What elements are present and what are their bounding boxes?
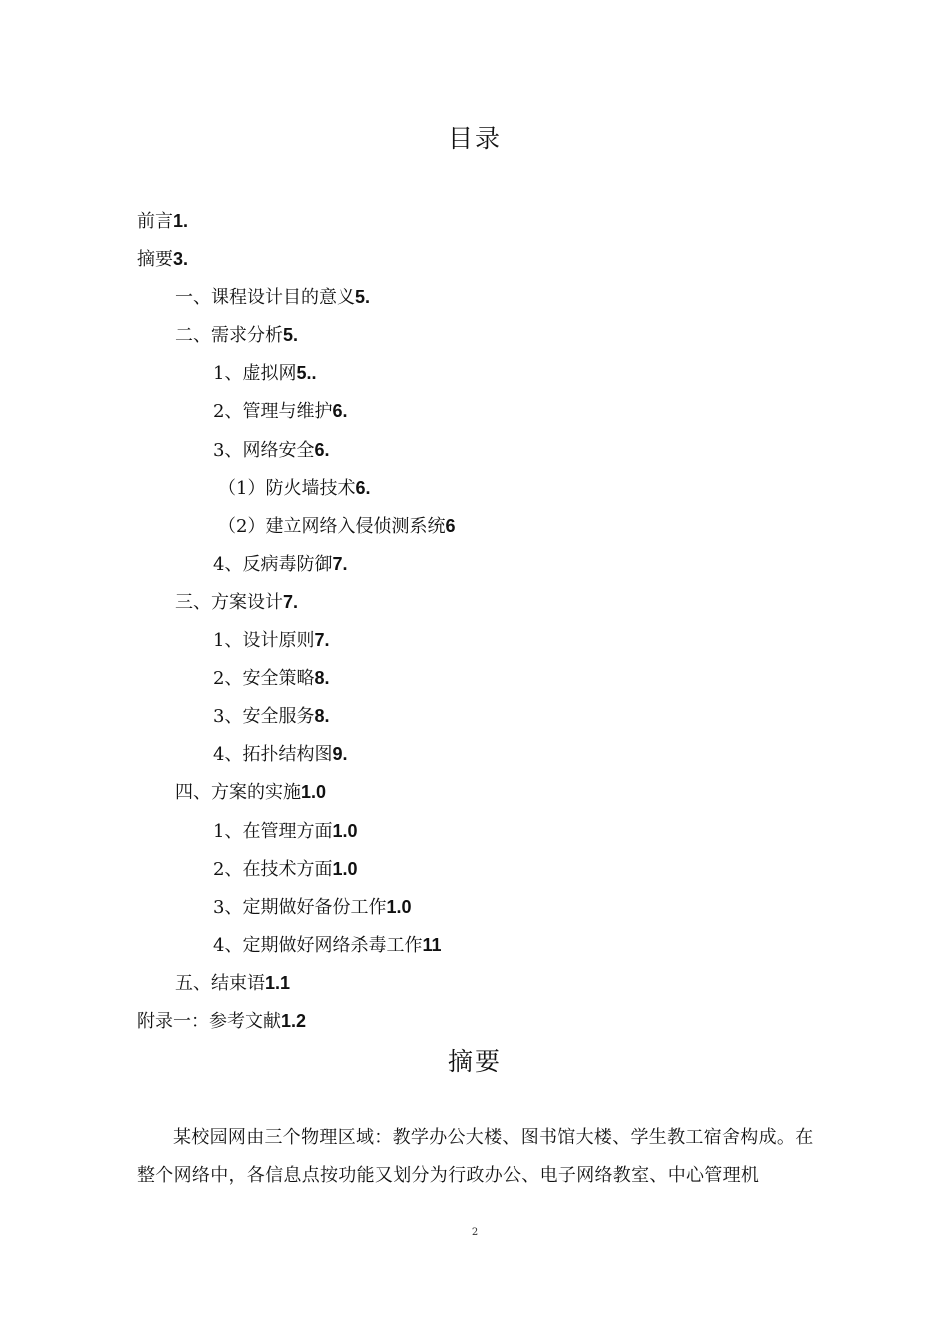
toc-entry-title: 一、课程设计目的意义 <box>175 287 355 309</box>
toc-entry-title: （2）建立网络入侵侦测系统 <box>218 515 446 537</box>
toc-entry[interactable] <box>0 735 950 773</box>
toc-entry-page: 7. <box>332 553 348 574</box>
toc-entry-title: 四、方案的实施 <box>175 782 301 804</box>
toc-entry[interactable] <box>0 888 950 926</box>
toc-entry-title: 前言 <box>137 211 173 232</box>
toc-entry-title: 3、安全服务 <box>213 706 315 728</box>
toc-entry[interactable] <box>0 773 950 811</box>
toc-entry[interactable] <box>0 469 950 507</box>
toc-entry[interactable] <box>0 697 950 735</box>
toc-entry-page: 6 <box>445 515 456 536</box>
toc-entry[interactable] <box>0 850 950 888</box>
toc-entry[interactable] <box>0 431 950 469</box>
toc-entry-title: 1、在管理方面 <box>213 820 333 842</box>
toc-entry[interactable] <box>0 545 950 583</box>
toc-entry[interactable] <box>0 202 950 240</box>
toc-entry-title: 1、虚拟网 <box>213 363 297 385</box>
page-number: 2 <box>471 1227 479 1238</box>
toc-entry-title: 2、管理与维护 <box>213 401 333 423</box>
toc-entry-title: （1）防火墙技术 <box>218 477 356 499</box>
toc-entry-page: 1. <box>173 211 189 231</box>
toc-entry-title: 4、定期做好网络杀毒工作 <box>213 934 423 956</box>
toc-entry-page: 6. <box>314 439 330 460</box>
toc-entry-title: 1、设计原则 <box>213 630 315 652</box>
toc-entry-title: 二、需求分析 <box>175 325 283 347</box>
toc-entry-page: 1.1 <box>265 972 291 993</box>
toc-entry-title: 4、拓扑结构图 <box>213 744 333 766</box>
toc-entry-page: 5.. <box>296 363 317 384</box>
toc-entry-page: 5. <box>283 325 299 346</box>
toc-entry-page: 11 <box>422 934 442 955</box>
toc-entry-page: 6. <box>355 477 371 498</box>
toc-title: 目录 <box>447 124 502 153</box>
toc-entry[interactable] <box>0 240 950 278</box>
toc-entry[interactable] <box>0 621 950 659</box>
toc-entry[interactable] <box>0 926 950 964</box>
abstract-title: 摘要 <box>447 1047 502 1076</box>
abstract-paragraph: 某校园网由三个物理区域：教学办公大楼、图书馆大楼、学生教工宿舍构成。在整个网络中，各信息点按功能又划分为行政办公、电子网络教室、中心管理机 <box>137 1127 814 1186</box>
toc-entry-title: 三、方案设计 <box>175 591 283 613</box>
toc-entry-page: 7. <box>314 630 330 651</box>
toc-entry-page: 7. <box>283 591 299 612</box>
toc-entry-title: 附录一：参考文献 <box>137 1010 281 1032</box>
toc-entry-page: 1.0 <box>332 858 358 879</box>
toc-entry-page: 1.0 <box>301 782 327 803</box>
toc-entry-title: 3、网络安全 <box>213 439 315 461</box>
toc-entry-page: 9. <box>332 744 348 765</box>
toc-entry-title: 2、在技术方面 <box>213 858 333 880</box>
toc-entry-page: 1.0 <box>386 896 412 917</box>
toc-entry[interactable] <box>0 392 950 430</box>
toc-entry[interactable] <box>0 316 950 354</box>
toc-entry-title: 3、定期做好备份工作 <box>213 896 387 918</box>
toc-entry[interactable] <box>0 278 950 316</box>
toc-entry[interactable] <box>0 507 950 545</box>
toc-entry-page: 3. <box>173 249 189 270</box>
toc-entry[interactable] <box>0 964 950 1002</box>
toc-entry-page: 1.0 <box>332 820 358 841</box>
toc-entry-page: 5. <box>355 287 371 308</box>
toc-entry-page: 8. <box>314 668 330 689</box>
toc-entry-title: 4、反病毒防御 <box>213 553 333 575</box>
toc-entry[interactable] <box>0 354 950 392</box>
toc-entry-title: 摘要 <box>137 249 173 271</box>
toc-entry-page: 1.2 <box>281 1010 307 1031</box>
toc-entry[interactable] <box>0 583 950 621</box>
toc-entry-title: 五、结束语 <box>175 972 265 994</box>
toc-entry[interactable] <box>0 659 950 697</box>
table-of-contents <box>0 202 950 1040</box>
toc-entry[interactable] <box>0 812 950 850</box>
toc-entry-title: 2、安全策略 <box>213 668 315 690</box>
toc-entry-page: 6. <box>332 401 348 422</box>
toc-entry[interactable] <box>0 1002 950 1040</box>
toc-entry-page: 8. <box>314 706 330 727</box>
